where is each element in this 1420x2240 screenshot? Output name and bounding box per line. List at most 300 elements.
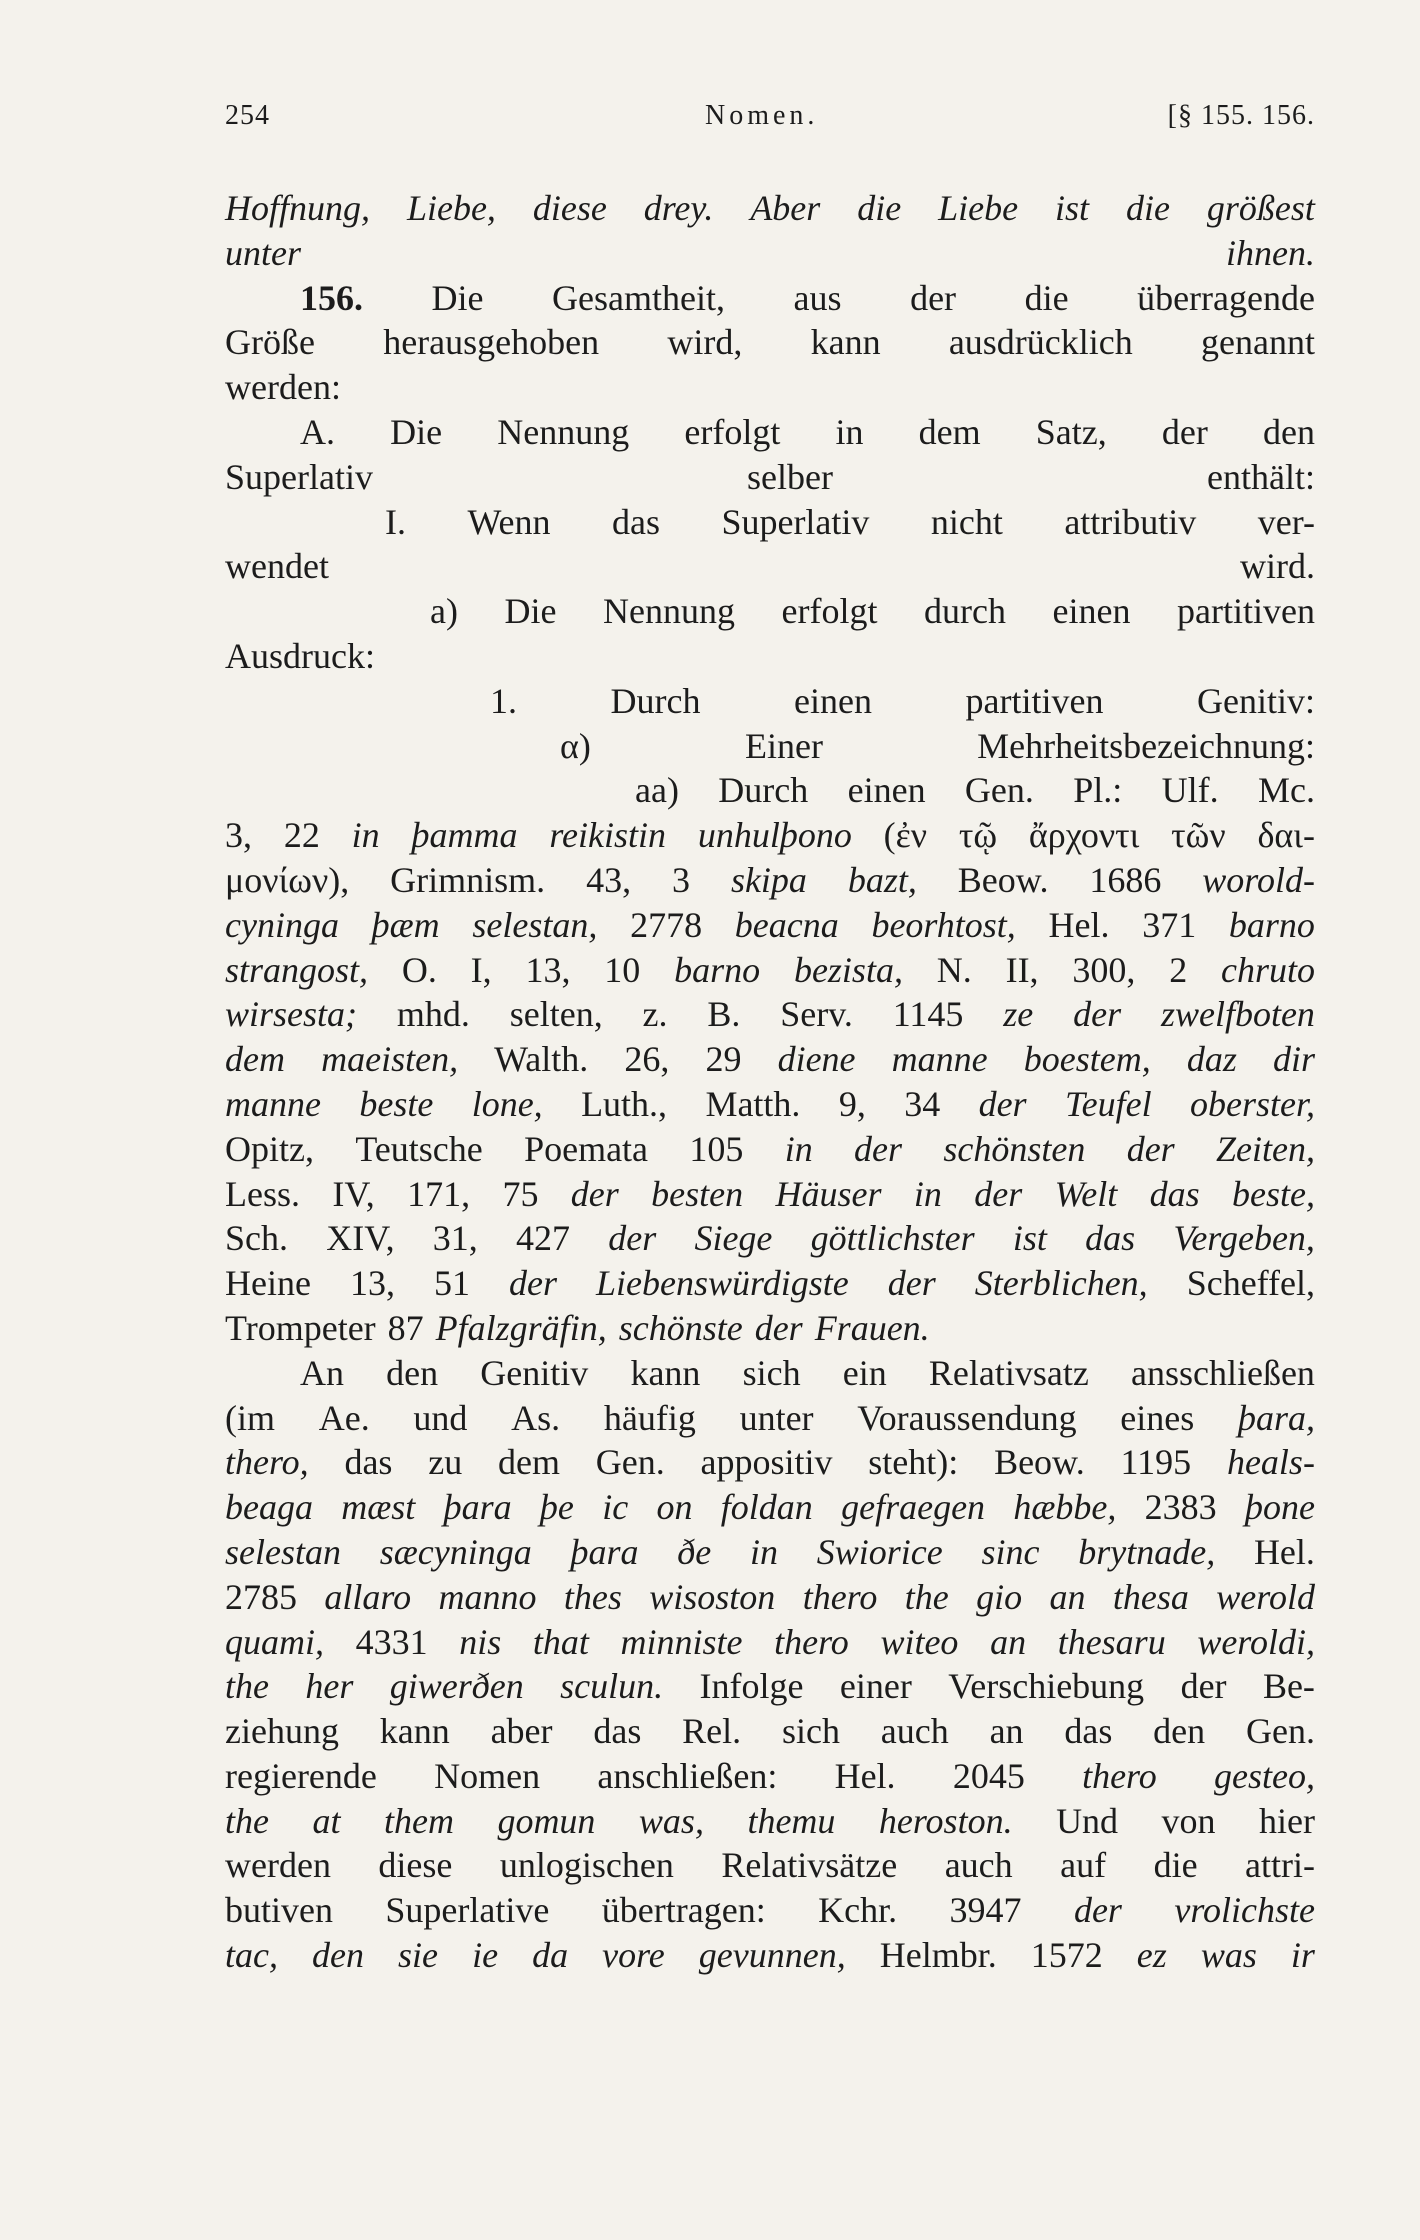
word: Walth. <box>494 1039 589 1080</box>
word: sich <box>781 1711 840 1752</box>
text-line <box>225 1082 1315 1127</box>
word: 2383 <box>1144 1487 1217 1528</box>
text-line <box>225 1127 1315 1172</box>
word: einer <box>839 1666 912 1707</box>
word: 3 <box>672 859 691 900</box>
word: Die <box>504 591 557 632</box>
word: der <box>910 277 957 318</box>
word: ist <box>1055 188 1090 228</box>
word: ausdrücklich <box>948 322 1133 363</box>
word: einen <box>1052 591 1131 632</box>
word: beorhtost, <box>871 904 1016 945</box>
word: skipa <box>730 859 807 900</box>
word: zwelfboten <box>1160 994 1315 1035</box>
word: I, <box>470 949 492 990</box>
word: 31, <box>432 1218 478 1259</box>
word: sie <box>398 1935 439 1976</box>
word: Frauen. <box>814 1307 930 1348</box>
word: Gen. <box>964 770 1034 811</box>
word: XIV, <box>326 1218 395 1259</box>
word: steht): <box>868 1442 959 1483</box>
word: häufig <box>603 1397 696 1438</box>
word: 26, <box>624 1039 670 1080</box>
word: ver- <box>1257 501 1315 542</box>
word: an <box>989 1711 1024 1752</box>
word: Größe <box>225 322 315 363</box>
word: sinc <box>981 1531 1040 1572</box>
word: bazt, <box>847 859 917 900</box>
word: werold <box>1216 1576 1315 1617</box>
word: Verschiebung <box>948 1666 1145 1707</box>
word: on <box>656 1487 693 1528</box>
word: 171, <box>407 1173 471 1214</box>
word: 1686 <box>1089 859 1162 900</box>
word: maeisten, <box>321 1039 459 1080</box>
word: butiven <box>225 1890 333 1931</box>
word: Teutsche <box>355 1128 483 1169</box>
word: δαι- <box>1257 815 1315 856</box>
word: überragende <box>1137 277 1315 318</box>
word: As. <box>511 1397 561 1438</box>
word: barno <box>1228 904 1315 945</box>
word: wisoston <box>649 1576 776 1617</box>
word: kann <box>810 322 881 363</box>
text-line <box>225 1485 1315 1530</box>
word: 29 <box>705 1039 742 1080</box>
word: die <box>1153 1845 1198 1886</box>
word: das <box>344 1442 393 1483</box>
word: beste, <box>1231 1173 1315 1214</box>
word: dir <box>1272 1039 1315 1080</box>
text-line <box>225 410 1315 455</box>
word: Swiorice <box>816 1531 943 1572</box>
word: wird. <box>1240 546 1315 587</box>
text-line <box>225 276 1315 321</box>
word: Less. <box>225 1173 300 1214</box>
word: ðe <box>677 1531 712 1572</box>
word: der <box>978 1083 1027 1124</box>
word: beaga <box>225 1487 313 1528</box>
word: Welt <box>1054 1173 1118 1214</box>
word: vore <box>602 1935 665 1976</box>
word: Mc. <box>1257 770 1315 811</box>
word: O. <box>401 949 437 990</box>
word: 43, <box>586 859 632 900</box>
word: Mehrheitsbezeichnung: <box>977 725 1315 766</box>
word: den <box>386 1352 439 1393</box>
word: gesteo, <box>1213 1755 1315 1796</box>
word: Siege <box>694 1218 773 1259</box>
word: zu <box>428 1442 463 1483</box>
text-line <box>225 1530 1315 1575</box>
word: them <box>383 1800 454 1841</box>
word: das <box>1085 1218 1136 1259</box>
word: her <box>305 1666 354 1707</box>
word: Wenn <box>467 501 551 542</box>
word: Nomen <box>434 1755 541 1796</box>
word: was <box>1200 1935 1257 1976</box>
word: heroston. <box>878 1800 1013 1841</box>
section-reference: [§ 155. 156. <box>1167 100 1315 131</box>
word: dem <box>225 1039 285 1080</box>
word: IV, <box>332 1173 375 1214</box>
word: 13, <box>349 1263 395 1304</box>
word: þe <box>539 1487 574 1528</box>
word: der <box>509 1263 558 1304</box>
text-line <box>225 186 1315 231</box>
word: at <box>312 1800 341 1841</box>
word: 300, <box>1072 949 1136 990</box>
text-line <box>225 1620 1315 1665</box>
word: 4331 <box>355 1621 428 1662</box>
text-line <box>225 1306 1315 1351</box>
word: A. <box>300 411 335 452</box>
text-line <box>225 1888 1315 1933</box>
text-line <box>225 365 1315 410</box>
text-line <box>225 1754 1315 1799</box>
word: die <box>1125 188 1170 228</box>
text-line <box>225 903 1315 948</box>
word: aber <box>490 1711 553 1752</box>
text-line <box>225 813 1315 858</box>
word: the <box>225 1666 269 1707</box>
word: (ἐν <box>883 815 928 856</box>
word: in <box>784 1128 813 1169</box>
word: in <box>351 815 380 856</box>
word: partitiven <box>1177 591 1315 632</box>
word: Die <box>390 411 443 452</box>
word: brytnade, <box>1078 1531 1216 1572</box>
word: wird, <box>667 322 743 363</box>
word: thero <box>1082 1755 1157 1796</box>
word: Poemata <box>524 1128 649 1169</box>
text-line <box>225 500 1315 545</box>
word: schönsten <box>943 1128 1086 1169</box>
word: partitiven <box>965 680 1104 721</box>
word: 9, <box>838 1083 866 1124</box>
word: Relativsätze <box>721 1845 898 1886</box>
word: Ausdruck: <box>225 635 375 676</box>
word: Und <box>1056 1800 1119 1841</box>
word: weroldi, <box>1197 1621 1315 1662</box>
word: Satz, <box>1035 411 1107 452</box>
word: Ulf. <box>1161 770 1219 811</box>
page-number: 254 <box>225 100 270 131</box>
word: Gesamtheit, <box>552 277 725 318</box>
word: attri- <box>1245 1845 1315 1886</box>
word: τῷ <box>958 815 998 856</box>
word: auch <box>944 1845 1013 1886</box>
word: selber <box>747 456 833 497</box>
word: 1195 <box>1120 1442 1192 1483</box>
word: und <box>413 1397 468 1438</box>
text-line <box>225 589 1315 634</box>
word: 2778 <box>630 904 703 945</box>
word: in <box>749 1531 778 1572</box>
word: werden <box>225 1845 331 1886</box>
word: der <box>887 1263 936 1304</box>
word: Helmbr. <box>879 1935 997 1976</box>
word: der <box>754 1307 803 1348</box>
word: die <box>1024 277 1069 318</box>
word: allaro <box>324 1576 412 1617</box>
word: thero <box>774 1621 849 1662</box>
text-line <box>225 1216 1315 1261</box>
word: wendet <box>225 546 329 587</box>
text-line <box>225 724 1315 769</box>
word: Rel. <box>682 1711 742 1752</box>
word: Häuser <box>775 1173 882 1214</box>
word: anschließen: <box>597 1755 778 1796</box>
word: der <box>1161 411 1208 452</box>
word: Beow. <box>994 1442 1085 1483</box>
word: Aber <box>750 188 821 228</box>
word: diese <box>532 188 607 228</box>
word: Scheffel, <box>1186 1263 1315 1304</box>
word: selestan, <box>472 904 598 945</box>
word: kann <box>630 1352 701 1393</box>
word: þamma <box>411 815 518 856</box>
word: übertragen: <box>601 1890 766 1931</box>
word: Ae. <box>318 1397 370 1438</box>
word: I. <box>385 501 406 542</box>
word: Durch <box>718 770 809 811</box>
word: ie <box>472 1935 499 1976</box>
word: Beow. <box>957 859 1049 900</box>
word: unlogischen <box>499 1845 674 1886</box>
text-line <box>225 858 1315 903</box>
word: der <box>570 1173 619 1214</box>
word: 51 <box>434 1263 470 1304</box>
word: Sch. <box>225 1218 288 1259</box>
text-line <box>225 1799 1315 1844</box>
text-line <box>225 1843 1315 1888</box>
word: Nennung <box>497 411 630 452</box>
word: 22 <box>283 815 320 856</box>
word: 2 <box>1169 949 1188 990</box>
text-line <box>225 1172 1315 1217</box>
word: die <box>857 188 902 228</box>
word: 34 <box>904 1083 941 1124</box>
word: ez <box>1136 1935 1167 1976</box>
word: Liebe <box>938 188 1019 228</box>
text-line <box>225 1396 1315 1441</box>
word: Superlativ <box>721 501 870 542</box>
word: beacna <box>734 904 839 945</box>
word: 3, <box>225 815 252 856</box>
word: Superlative <box>385 1890 550 1931</box>
word: was, <box>638 1800 704 1841</box>
text-line <box>225 679 1315 724</box>
word: schönste <box>618 1307 743 1348</box>
word: lone, <box>471 1083 543 1124</box>
word: the <box>225 1800 269 1841</box>
word: Gen. <box>1245 1711 1315 1752</box>
word: thero, <box>225 1442 309 1483</box>
word: Vergeben, <box>1173 1218 1315 1259</box>
text-line <box>225 1664 1315 1709</box>
word: von <box>1161 1800 1216 1841</box>
word: auch <box>880 1711 949 1752</box>
text-line <box>225 1037 1315 1082</box>
word: gefraegen <box>841 1487 986 1528</box>
word: Heine <box>225 1263 311 1304</box>
word: thes <box>563 1576 622 1617</box>
text-line <box>225 992 1315 1037</box>
word: reikistin <box>549 815 666 856</box>
word: das <box>593 1711 642 1752</box>
word: þara <box>570 1531 639 1572</box>
word: gomun <box>497 1800 596 1841</box>
text-line <box>225 231 1315 276</box>
word: mhd. <box>396 994 470 1035</box>
word: den <box>1153 1711 1206 1752</box>
word: Einer <box>745 725 823 766</box>
word: Teufel <box>1064 1083 1152 1124</box>
word: der <box>1126 1128 1175 1169</box>
word: 427 <box>516 1218 570 1259</box>
running-title: Nomen. <box>705 100 819 131</box>
word: N. <box>936 949 972 990</box>
word: unter <box>225 232 301 273</box>
word: þone <box>1244 1487 1315 1528</box>
word: sæcyninga <box>379 1531 532 1572</box>
word: dem <box>497 1442 560 1483</box>
word: nis <box>459 1621 502 1662</box>
word: erfolgt <box>781 591 878 632</box>
word: Hel. <box>1253 1531 1315 1572</box>
word: beste <box>359 1083 434 1124</box>
word: Hel. <box>834 1755 896 1796</box>
word: Infolge <box>699 1666 804 1707</box>
word: Hoffnung, <box>225 188 371 228</box>
word: auf <box>1060 1845 1107 1886</box>
word: Genitiv: <box>1197 680 1315 721</box>
word: ziehung <box>225 1711 339 1752</box>
text-line <box>225 1709 1315 1754</box>
word: Pfalzgräfin, <box>435 1307 607 1348</box>
word: 10 <box>604 949 641 990</box>
word: 13, <box>525 949 571 990</box>
word: dem <box>918 411 981 452</box>
word: ic <box>602 1487 629 1528</box>
word: eines <box>1120 1397 1195 1438</box>
word: strangost, <box>225 949 369 990</box>
word: 2785 <box>225 1576 297 1617</box>
word: gio <box>976 1576 1023 1617</box>
text-line <box>225 1575 1315 1620</box>
text-line <box>225 1351 1315 1396</box>
word: 3947 <box>949 1890 1022 1931</box>
text-line <box>225 768 1315 813</box>
word: selestan <box>225 1531 341 1572</box>
word: that <box>532 1621 589 1662</box>
word: the <box>904 1576 949 1617</box>
word: unter <box>739 1397 814 1438</box>
word: heals- <box>1226 1442 1315 1483</box>
word: der <box>1073 994 1122 1035</box>
word: da <box>532 1935 569 1976</box>
word: Die <box>431 277 484 318</box>
word: τῶν <box>1171 815 1226 856</box>
word: den <box>1263 411 1315 452</box>
word: z. <box>642 994 668 1035</box>
word: cyninga <box>225 904 339 945</box>
text-line <box>225 1933 1315 1978</box>
word: mæst <box>341 1487 416 1528</box>
word: ir <box>1290 1935 1315 1976</box>
word: α) <box>560 725 591 766</box>
word: Trompeter <box>225 1307 376 1348</box>
word: worold- <box>1202 859 1315 900</box>
word: einen <box>847 770 926 811</box>
word: Serv. <box>780 994 853 1035</box>
word: Be- <box>1262 1666 1315 1707</box>
word: der <box>608 1218 657 1259</box>
word: hæbbe, <box>1013 1487 1117 1528</box>
word: diene <box>777 1039 856 1080</box>
text-line <box>225 948 1315 993</box>
word: manne <box>225 1083 321 1124</box>
word: kann <box>379 1711 450 1752</box>
running-header <box>225 100 1315 142</box>
word: durch <box>924 591 1006 632</box>
word: thero <box>802 1576 878 1617</box>
word: enthält: <box>1207 456 1315 497</box>
word: an <box>1049 1576 1086 1617</box>
page-body <box>225 186 1315 1978</box>
word: barno <box>674 949 761 990</box>
word: Gen. <box>595 1442 665 1483</box>
word: drey. <box>643 188 714 228</box>
word: Opitz, <box>225 1128 314 1169</box>
word: Matth. <box>705 1083 801 1124</box>
word: 2045 <box>952 1755 1025 1796</box>
word: (im <box>225 1397 275 1438</box>
word: daz <box>1186 1039 1237 1080</box>
word: bezista, <box>793 949 903 990</box>
word: chruto <box>1221 949 1315 990</box>
text-line <box>225 634 1315 679</box>
word: den <box>312 1935 364 1976</box>
word: das <box>1064 1711 1113 1752</box>
word: ein <box>842 1352 887 1393</box>
word: der <box>974 1173 1023 1214</box>
word: besten <box>651 1173 744 1214</box>
word: erfolgt <box>684 411 781 452</box>
word: aa) <box>635 770 679 811</box>
word: thesa <box>1112 1576 1189 1617</box>
word: göttlichster <box>810 1218 975 1259</box>
word: Luth., <box>581 1083 668 1124</box>
word: oberster, <box>1190 1083 1315 1124</box>
word: regierende <box>225 1755 377 1796</box>
word: Durch <box>610 680 701 721</box>
word: sculun. <box>560 1666 664 1707</box>
word: das <box>611 501 660 542</box>
word: hier <box>1259 1800 1315 1841</box>
word: in <box>913 1173 942 1214</box>
word: gevunnen, <box>698 1935 846 1976</box>
word: boestem, <box>1023 1039 1151 1080</box>
text-line <box>225 1261 1315 1306</box>
word: manne <box>891 1039 988 1080</box>
word: attributiv <box>1064 501 1197 542</box>
word: minniste <box>620 1621 743 1662</box>
text-line <box>225 455 1315 500</box>
word: an <box>990 1621 1027 1662</box>
word: Genitiv <box>480 1352 589 1393</box>
